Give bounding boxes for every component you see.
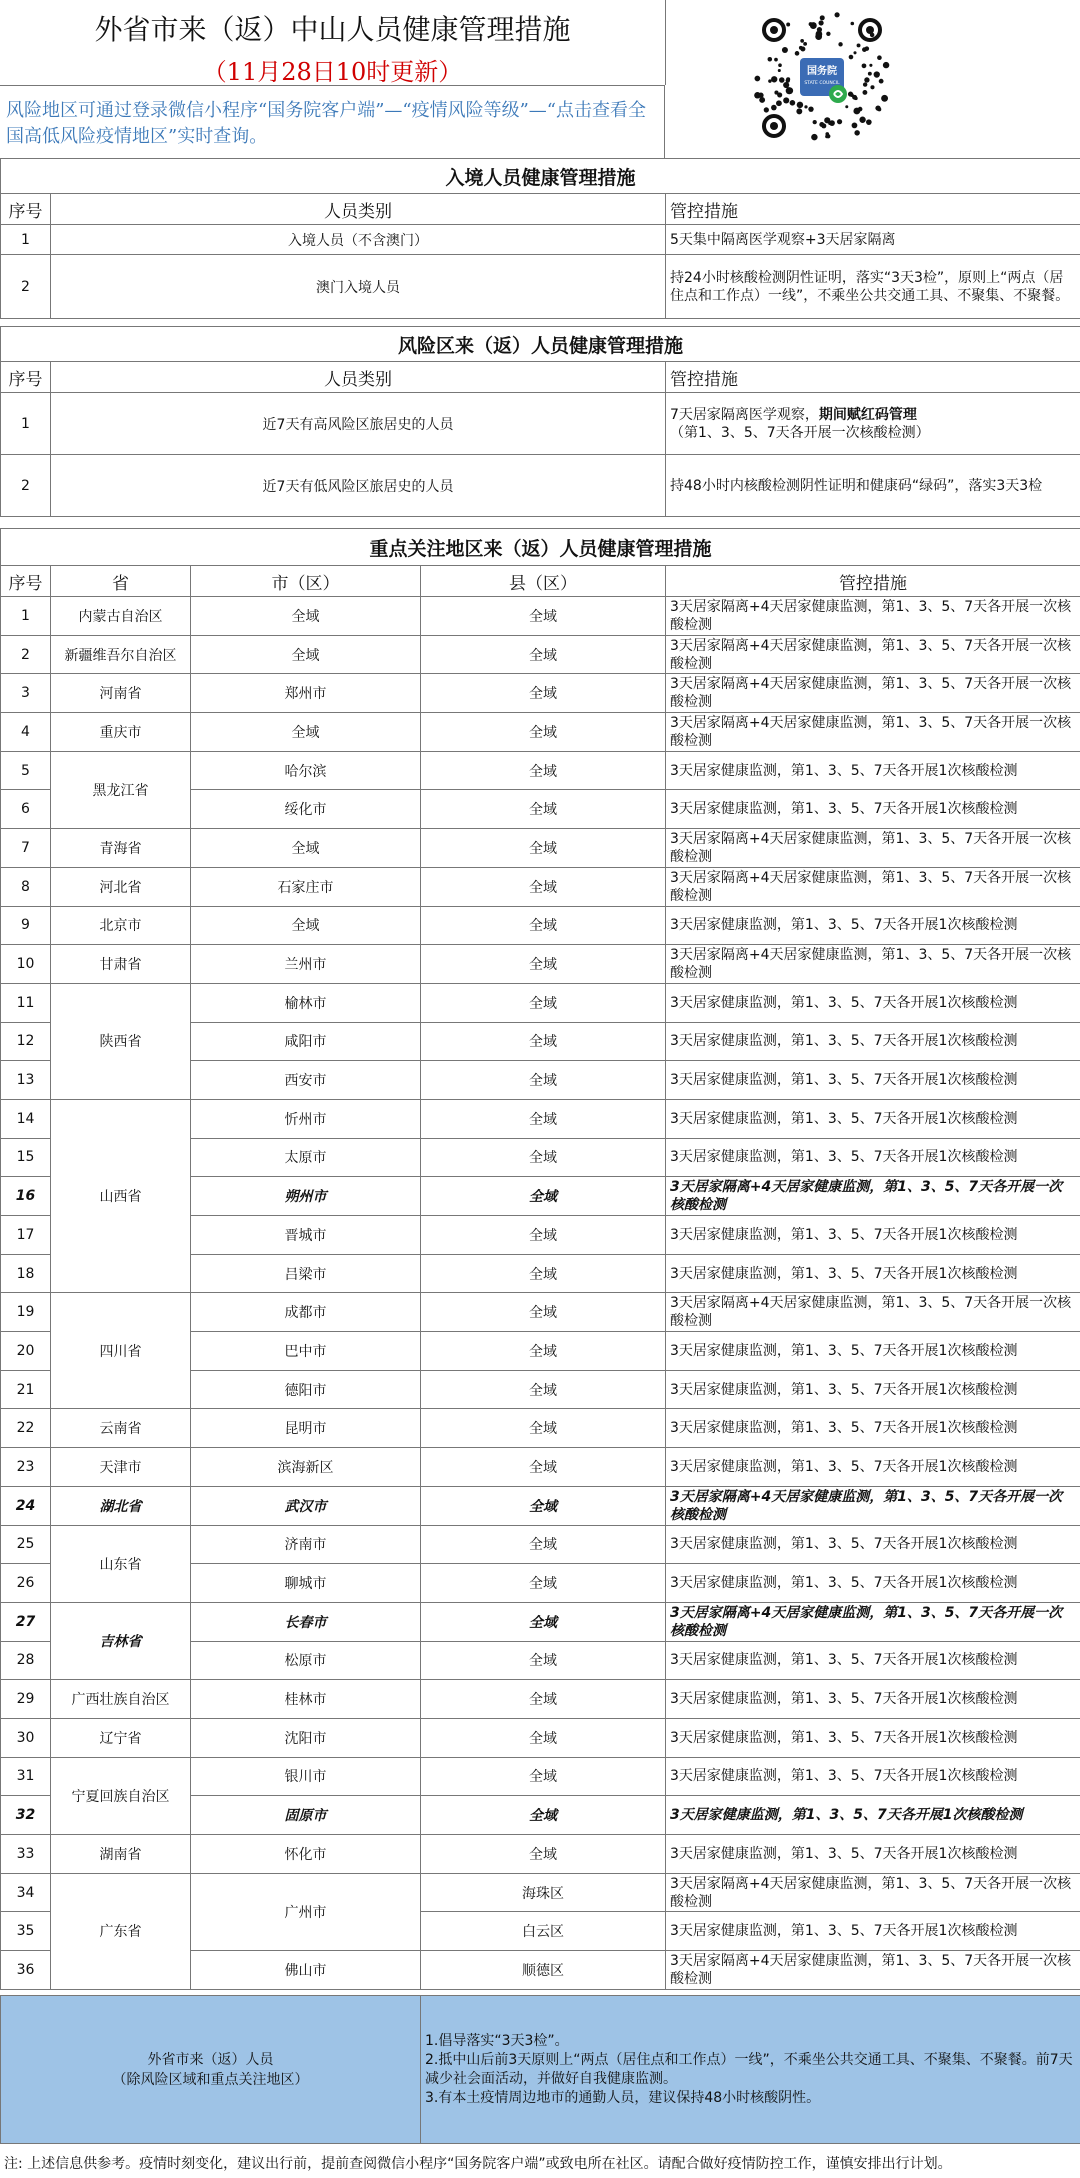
other-measure-item: 3.有本土疫情周边地市的通勤人员，建议保持48小时核酸阴性。 [425,2089,821,2106]
county: 全域 [421,1835,666,1874]
table-row [1,1996,1080,2144]
province: 内蒙古自治区 [51,597,191,636]
row-number: 28 [1,1641,51,1680]
measure: 3天居家健康监测，第1、3、5、7天各开展1次核酸检测 [666,1641,1080,1680]
province: 广西壮族自治区 [51,1680,191,1719]
measure: 3天居家健康监测，第1、3、5、7天各开展1次核酸检测 [666,1757,1080,1796]
city: 郑州市 [191,674,421,713]
table-row [1,255,1080,319]
province: 山东省 [51,1525,191,1602]
table-row [1,867,1080,906]
province: 陕西省 [51,983,191,1099]
measure: 3天居家健康监测，第1、3、5、7天各开展1次核酸检测 [666,1254,1080,1293]
title-box [0,0,666,85]
province: 湖南省 [51,1835,191,1874]
city: 武汉市 [191,1486,421,1525]
county: 全域 [421,1177,666,1216]
county: 全域 [421,1796,666,1835]
city: 全域 [191,597,421,636]
city: 长春市 [191,1602,421,1641]
county: 全域 [421,1216,666,1255]
county: 全域 [421,1525,666,1564]
county: 顺德区 [421,1951,666,1990]
measure: 3天居家健康监测，第1、3、5、7天各开展1次核酸检测 [666,790,1080,829]
table-row [1,674,1080,713]
county: 全域 [421,1564,666,1603]
county: 全域 [421,867,666,906]
col-header: 序号 [1,362,51,393]
table-row [1,1835,1080,1874]
table-header [1,194,1080,225]
row-number: 4 [1,713,51,752]
row-number: 1 [1,393,51,455]
page-title: 外省市来（返）中山人员健康管理措施 [94,13,571,46]
city: 全域 [191,829,421,868]
city: 成都市 [191,1293,421,1332]
row-number: 27 [1,1602,51,1641]
province: 河北省 [51,867,191,906]
measure: 3天居家健康监测，第1、3、5、7天各开展1次核酸检测 [666,1332,1080,1371]
measure: 3天居家隔离+4天居家健康监测，第1、3、5、7天各开展一次核酸检测 [666,1873,1080,1912]
measure: 3天居家健康监测，第1、3、5、7天各开展1次核酸检测 [666,1022,1080,1061]
header [0,0,1080,159]
measure: 3天居家健康监测，第1、3、5、7天各开展1次核酸检测 [666,1912,1080,1951]
col-header: 人员类别 [51,194,666,225]
city: 咸阳市 [191,1022,421,1061]
measure: 3天居家隔离+4天居家健康监测，第1、3、5、7天各开展一次核酸检测 [666,674,1080,713]
province: 宁夏回族自治区 [51,1757,191,1834]
table-header [1,362,1080,393]
person-category: 入境人员（不含澳门） [51,225,666,255]
row-number: 2 [1,255,51,319]
section-title: 风险区来（返）人员健康管理措施 [1,327,1080,362]
province: 河南省 [51,674,191,713]
measure-part: （第1、3、5、7天各开展一次核酸检测） [670,424,930,441]
county: 全域 [421,1486,666,1525]
county: 全域 [421,1061,666,1100]
city: 昆明市 [191,1409,421,1448]
section-title-row [1,159,1080,194]
city: 巴中市 [191,1332,421,1371]
city: 怀化市 [191,1835,421,1874]
section-title-row [1,327,1080,362]
measure: 3天居家健康监测，第1、3、5、7天各开展1次核酸检测 [666,751,1080,790]
row-number: 1 [1,225,51,255]
city: 榆林市 [191,983,421,1022]
row-number: 8 [1,867,51,906]
province: 青海省 [51,829,191,868]
qr-label: 国务院 [807,66,837,77]
row-number: 31 [1,1757,51,1796]
measure: 3天居家隔离+4天居家健康监测，第1、3、5、7天各开展一次核酸检测 [666,945,1080,984]
county: 全域 [421,945,666,984]
row-number: 5 [1,751,51,790]
row-number: 10 [1,945,51,984]
row-number: 16 [1,1177,51,1216]
city: 兰州市 [191,945,421,984]
qr-sub-label: STATE COUNCIL [804,81,840,86]
county: 全域 [421,1718,666,1757]
row-number: 26 [1,1564,51,1603]
city: 沈阳市 [191,1718,421,1757]
province: 广东省 [51,1873,191,1989]
measure: 3天居家隔离+4天居家健康监测，第1、3、5、7天各开展一次核酸检测 [666,1602,1080,1641]
county: 全域 [421,1757,666,1796]
table-row [1,1680,1080,1719]
row-number: 2 [1,635,51,674]
province: 辽宁省 [51,1718,191,1757]
other-category [1,1996,421,2144]
row-number: 33 [1,1835,51,1874]
row-number: 23 [1,1448,51,1487]
county: 全域 [421,1602,666,1641]
qr-code-icon[interactable] [752,8,892,148]
city: 朔州市 [191,1177,421,1216]
measure: 3天居家隔离+4天居家健康监测，第1、3、5、7天各开展一次核酸检测 [666,713,1080,752]
county: 全域 [421,1254,666,1293]
update-time: （11月28日10时更新） [202,58,463,86]
entry-table [0,158,1080,319]
col-header: 县（区） [421,566,666,597]
city: 太原市 [191,1138,421,1177]
section-title: 入境人员健康管理措施 [1,159,1080,194]
footnote: 注: 上述信息供参考。疫情时刻变化，建议出行前，提前查阅微信小程序“国务院客户端”或致电所在社区。请配合做好疫情防控工作，谨慎安排出行计划。 [4,2156,952,2172]
measure: 3天居家健康监测，第1、3、5、7天各开展1次核酸检测 [666,1216,1080,1255]
county: 全域 [421,906,666,945]
table-row [1,455,1080,517]
other-measure-item: 2.抵中山后前3天原则上“两点（居住点和工作点）一线”，不乘坐公共交通工具、不聚集、不聚餐。前7天减少社会面活动，并做好自我健康监测。 [425,2051,1073,2087]
measure: 持48小时内核酸检测阴性证明和健康码“绿码”，落实3天3检 [666,455,1080,517]
other-category-sub: （除风险区域和重点关注地区） [112,2071,309,2088]
row-number: 13 [1,1061,51,1100]
county: 全域 [421,1022,666,1061]
row-number: 15 [1,1138,51,1177]
other-category-label: 外省市来（返）人员 [147,2051,274,2068]
row-number: 36 [1,1951,51,1990]
province: 重庆市 [51,713,191,752]
focus-area-table [0,528,1080,1990]
measure: 3天居家健康监测，第1、3、5、7天各开展1次核酸检测 [666,1796,1080,1835]
county: 全域 [421,1293,666,1332]
measure: 3天居家隔离+4天居家健康监测，第1、3、5、7天各开展一次核酸检测 [666,635,1080,674]
row-number: 17 [1,1216,51,1255]
col-header: 人员类别 [51,362,666,393]
table-header [1,566,1080,597]
measure: 持24小时核酸检测阴性证明，落实“3天3检”，原则上“两点（居住点和工作点）一线”，不乘坐公共交通工具、不聚集、不聚餐。 [666,255,1080,319]
county: 全域 [421,751,666,790]
county: 全域 [421,674,666,713]
city: 滨海新区 [191,1448,421,1487]
measure-emphasis: 期间赋红码管理 [818,406,917,423]
city: 西安市 [191,1061,421,1100]
province: 山西省 [51,1099,191,1292]
county: 全域 [421,1138,666,1177]
table-row [1,1757,1080,1796]
county: 全域 [421,1448,666,1487]
county: 白云区 [421,1912,666,1951]
measure-part: 7天居家隔离医学观察， [670,406,819,423]
col-header: 序号 [1,194,51,225]
measure: 3天居家隔离+4天居家健康监测，第1、3、5、7天各开展一次核酸检测 [666,1951,1080,1990]
row-number: 3 [1,674,51,713]
row-number: 12 [1,1022,51,1061]
city: 吕梁市 [191,1254,421,1293]
row-number: 30 [1,1718,51,1757]
province: 四川省 [51,1293,191,1409]
province: 甘肃省 [51,945,191,984]
col-header: 省 [51,566,191,597]
table-row [1,1099,1080,1138]
table-row [1,1293,1080,1332]
table-row [1,906,1080,945]
person-category: 近7天有高风险区旅居史的人员 [51,393,666,455]
table-row [1,597,1080,636]
row-number: 24 [1,1486,51,1525]
section-title: 重点关注地区来（返）人员健康管理措施 [1,529,1080,566]
row-number: 22 [1,1409,51,1448]
risk-area-table [0,326,1080,517]
measure: 3天居家隔离+4天居家健康监测，第1、3、5、7天各开展一次核酸检测 [666,1486,1080,1525]
row-number: 1 [1,597,51,636]
table-row [1,1486,1080,1525]
row-number: 19 [1,1293,51,1332]
measure: 3天居家健康监测，第1、3、5、7天各开展1次核酸检测 [666,1138,1080,1177]
city: 聊城市 [191,1564,421,1603]
measure: 3天居家健康监测，第1、3、5、7天各开展1次核酸检测 [666,1061,1080,1100]
city: 济南市 [191,1525,421,1564]
city: 德阳市 [191,1370,421,1409]
row-number: 18 [1,1254,51,1293]
city: 松原市 [191,1641,421,1680]
row-number: 25 [1,1525,51,1564]
county: 全域 [421,597,666,636]
row-number: 29 [1,1680,51,1719]
county: 全域 [421,983,666,1022]
city: 佛山市 [191,1951,421,1990]
row-number: 6 [1,790,51,829]
county: 全域 [421,1332,666,1371]
city: 全域 [191,635,421,674]
county: 全域 [421,1370,666,1409]
county: 全域 [421,1409,666,1448]
row-number: 11 [1,983,51,1022]
mini-program-icon [829,85,847,103]
city: 广州市 [191,1873,421,1950]
row-number: 21 [1,1370,51,1409]
province: 北京市 [51,906,191,945]
measure: 3天居家健康监测，第1、3、5、7天各开展1次核酸检测 [666,1525,1080,1564]
city: 全域 [191,713,421,752]
city: 银川市 [191,1757,421,1796]
row-number: 32 [1,1796,51,1835]
table-row [1,393,1080,455]
province: 吉林省 [51,1602,191,1679]
row-number: 14 [1,1099,51,1138]
county: 全域 [421,713,666,752]
measure: 3天居家健康监测，第1、3、5、7天各开展1次核酸检测 [666,1448,1080,1487]
section-title-row [1,529,1080,566]
county: 全域 [421,1680,666,1719]
province: 新疆维吾尔自治区 [51,635,191,674]
row-number: 35 [1,1912,51,1951]
measure: 3天居家健康监测，第1、3、5、7天各开展1次核酸检测 [666,906,1080,945]
row-number: 9 [1,906,51,945]
measure: 5天集中隔离医学观察+3天居家隔离 [666,225,1080,255]
table-row [1,635,1080,674]
table-row [1,1525,1080,1564]
measure: 3天居家隔离+4天居家健康监测，第1、3、5、7天各开展一次核酸检测 [666,829,1080,868]
table-row [1,829,1080,868]
city: 桂林市 [191,1680,421,1719]
measure: 3天居家健康监测，第1、3、5、7天各开展1次核酸检测 [666,983,1080,1022]
province: 湖北省 [51,1486,191,1525]
person-category: 澳门入境人员 [51,255,666,319]
province: 黑龙江省 [51,751,191,828]
col-header: 管控措施 [666,194,1080,225]
other-measure-item: 1.倡导落实“3天3检”。 [425,2032,569,2049]
measure [666,393,1080,455]
table-row [1,1873,1080,1912]
province: 云南省 [51,1409,191,1448]
measure: 3天居家隔离+4天居家健康监测，第1、3、5、7天各开展一次核酸检测 [666,1293,1080,1332]
table-row [1,1448,1080,1487]
other-provinces-table [0,1995,1080,2144]
city: 哈尔滨 [191,751,421,790]
city: 绥化市 [191,790,421,829]
measure: 3天居家健康监测，第1、3、5、7天各开展1次核酸检测 [666,1718,1080,1757]
table-row [1,1409,1080,1448]
row-number: 2 [1,455,51,517]
risk-notice: 风险地区可通过登录微信小程序“国务院客户端”—“疫情风险等级”—“点击查看全国高低风险疫情地区”实时查询。 [0,85,665,158]
measure: 3天居家健康监测，第1、3、5、7天各开展1次核酸检测 [666,1564,1080,1603]
measure: 3天居家健康监测，第1、3、5、7天各开展1次核酸检测 [666,1370,1080,1409]
county: 全域 [421,1641,666,1680]
table-row [1,945,1080,984]
measure: 3天居家健康监测，第1、3、5、7天各开展1次核酸检测 [666,1409,1080,1448]
measure: 3天居家隔离+4天居家健康监测，第1、3、5、7天各开展一次核酸检测 [666,867,1080,906]
table-row [1,225,1080,255]
col-header: 管控措施 [666,566,1080,597]
col-header: 市（区） [191,566,421,597]
city: 固原市 [191,1796,421,1835]
row-number: 34 [1,1873,51,1912]
measure: 3天居家健康监测，第1、3、5、7天各开展1次核酸检测 [666,1835,1080,1874]
table-row [1,751,1080,790]
other-measures [421,1996,1080,2144]
city: 石家庄市 [191,867,421,906]
county: 全域 [421,790,666,829]
table-row [1,713,1080,752]
measure: 3天居家隔离+4天居家健康监测，第1、3、5、7天各开展一次核酸检测 [666,597,1080,636]
row-number: 7 [1,829,51,868]
city: 全域 [191,906,421,945]
province: 天津市 [51,1448,191,1487]
table-row [1,983,1080,1022]
measure: 3天居家健康监测，第1、3、5、7天各开展1次核酸检测 [666,1680,1080,1719]
person-category: 近7天有低风险区旅居史的人员 [51,455,666,517]
col-header: 管控措施 [666,362,1080,393]
measure: 3天居家隔离+4天居家健康监测，第1、3、5、7天各开展一次核酸检测 [666,1177,1080,1216]
city: 晋城市 [191,1216,421,1255]
county: 海珠区 [421,1873,666,1912]
row-number: 20 [1,1332,51,1371]
county: 全域 [421,635,666,674]
table-row [1,1718,1080,1757]
county: 全域 [421,829,666,868]
county: 全域 [421,1099,666,1138]
city: 忻州市 [191,1099,421,1138]
col-header: 序号 [1,566,51,597]
table-row [1,1602,1080,1641]
measure: 3天居家健康监测，第1、3、5、7天各开展1次核酸检测 [666,1099,1080,1138]
